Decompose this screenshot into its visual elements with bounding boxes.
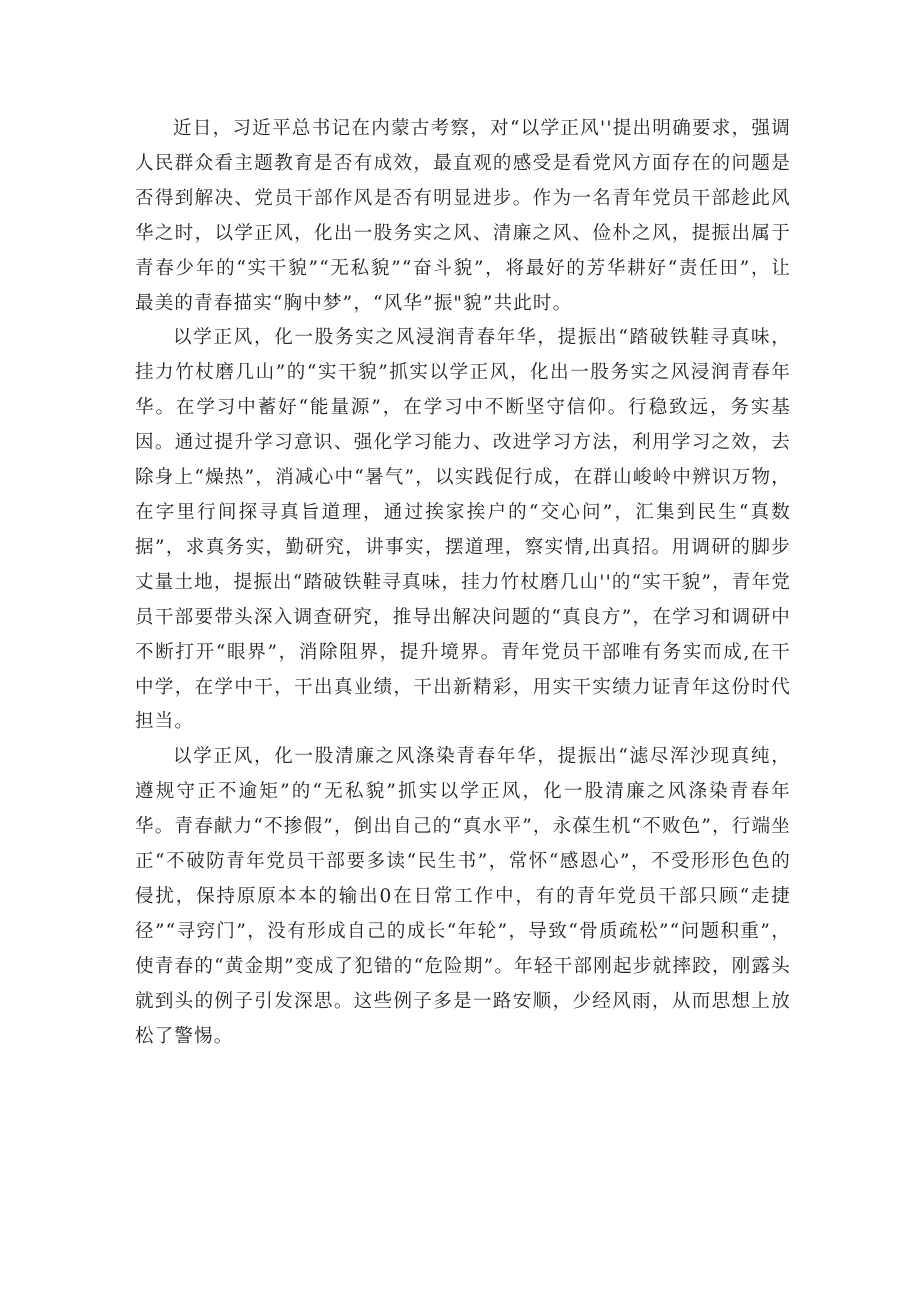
document-body (135, 112, 791, 1054)
paragraph-integrity-style: 以学正风，化一股清廉之风涤染青春年华，提振出“滤尽浑沙现真纯，遵规守正不逾矩”的“无私貌”抓实以学正风，化一股清廉之风涤染青春年华。青春献力“不掺假”，倒出自己的“真水平”，永葆生机“不败色”，行端坐正“不破防青年党员干部要多读“民生书”，常怀“感恩心”，不受形形色色的侵扰，保持原原本本的输出0在日常工作中，有的青年党员干部只顾“走捷径”“寻窍门”，没有形成自己的成长“年轮”，导致“骨质疏松”“问题积重”，使青春的“黄金期”变成了犯错的“危险期”。年轻干部刚起步就摔跤，刚露头就到头的例子引发深思。这些例子多是一路安顺，少经风雨，从而思想上放松了警惕。 (135, 746, 791, 1047)
paragraph-intro: 近日，习近平总书记在内蒙古考察，对“以学正风''提出明确要求，强调人民群众看主题教育是否有成效，最直观的感受是看党风方面存在的问题是否得到解决、党员干部作风是否有明显进步。作为一名青年党员干部趁此风华之时，以学正风，化出一股务实之风、清廉之风、俭朴之风，提振出属于青春少年的“实干貌”“无私貌”“奋斗貌”，将最好的芳华耕好“责任田”，让最美的青春描实“胸中梦”，“风华”振"貌”共此时。 (135, 118, 791, 314)
paragraph-pragmatic-style: 以学正风，化一股务实之风浸润青春年华，提振出“踏破铁鞋寻真味，挂力竹杖磨几山”的“实干貌”抓实以学正风，化出一股务实之风浸润青春年华。在学习中蓄好“能量源”，在学习中不断坚守信仰。行稳致远，务实基因。通过提升学习意识、强化学习能力、改进学习方法，利用学习之效，去除身上“燥热”，消减心中“暑气”，以实践促行成，在群山峻岭中辨识万物，在字里行间探寻真旨道理，通过挨家挨户的“交心问”，汇集到民生“真数据”，求真务实，勤研究，讲事实，摆道理，察实情,出真招。用调研的脚步丈量土地，提振出“踏破铁鞋寻真味，挂力竹杖磨几山''的“实干貌”，青年党员干部要带头深入调查研究，推导出解决问题的“真良方”，在学习和调研中不断打开“眼界”，消除阻界，提升境界。青年党员干部唯有务实而成,在干中学，在学中干，干出真业绩，干出新精彩，用实干实绩力证青年这份时代担当。 (135, 327, 791, 733)
